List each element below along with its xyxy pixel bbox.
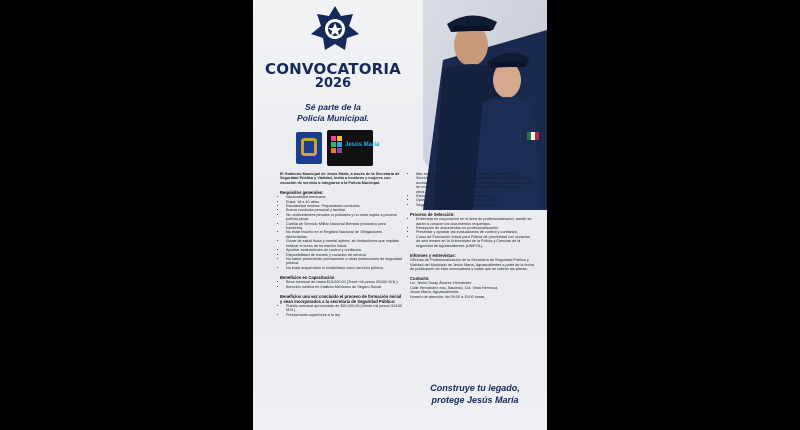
list-item: • Escolaridad mínima: Preparatoria concluida. (286, 204, 403, 208)
proceso-heading: Proceso de Selección: (410, 212, 455, 218)
right-column (410, 172, 535, 299)
concluido-heading: Beneficios una vez concluido el proceso de formación inicial y sean incorporados a la secretaría de Seguridad Pública: (280, 293, 402, 304)
list-item: • Recepción de documentos en profesionalización. (416, 226, 535, 230)
capacitacion-list (280, 280, 403, 289)
list-item: • No estar inscrito en el Registro Nacional de Obligaciones Alimentarias. (286, 230, 403, 239)
concluido-list (280, 304, 403, 317)
list-item: • Disponibilidad de horario y vocación de servicio. (286, 253, 403, 257)
list-item: • Oportunidades de ascenso y desarrollo profesional. (416, 198, 535, 202)
municipal-seal-logo (296, 132, 322, 164)
jesus-maria-logo (327, 130, 380, 166)
list-item: • Buena conducta personal y familiar. (286, 208, 403, 212)
slogan-line2: protege Jesús María (431, 395, 519, 405)
slogan-line1: Construye tu legado, (430, 383, 520, 393)
list-item: • Alta ante Instituto de Seguridad y Servicios Sociales para los Servidores Públicos del Estado de Aguascalientes (ISSSSPEA), con acceso a créditos de corto plazo, medianos y largo para la adquisición de muebles, vehículos, servicios turísticos, médicos, estéticos, entre otros. (416, 172, 535, 194)
requisitos-list (280, 195, 403, 270)
list-item: • Prestaciones superiores a la ley. (286, 313, 403, 317)
list-item: • Sin antecedentes penales ni policiales y no estar sujeto a proceso judicial penal. (286, 213, 403, 222)
list-item: • Edad: 18 a 40 años. (286, 200, 403, 204)
list-item: • No haber pertenecido previamente a otras instituciones de seguridad pública. (286, 257, 403, 266)
list-item: • Gozar de salud física y mental óptima, sin limitaciones que impidan realizar el curso de formación inicial. (286, 239, 403, 248)
poster-subtitle-line1: Sé parte de la (305, 102, 361, 112)
poster-title: CONVOCATORIA (265, 60, 401, 78)
capacitacion-heading: Beneficios en Capacitación (280, 275, 335, 281)
contacto-line: Horario de atención: de 09:00 a 15:00 horas. (410, 294, 486, 299)
list-item: • Aprobar evaluaciones de control y confianza. (286, 248, 403, 252)
list-item: • Curso de Formación Inicial para Policía de proximidad con duración de seis meses en la Universidad de la Policía y Ciencias de la seguridad de Aguascalientes (UNIPOL). (416, 235, 535, 248)
poster-subtitle-line2: Policía Municipal. (296, 113, 370, 123)
informes-text: Oficinas de Profesionalización de la Secretaría de Seguridad Pública y Vialidad del Municipio de Jesús María, Aguascalientes a partir de la fecha de publicación de esta convocatoria y hasta que se cubran las plazas. (410, 258, 534, 271)
convocatoria-poster (253, 0, 547, 430)
list-item: • Entrevista en corporación en el área de profesionalización, donde se darán a conocer los documentos requeridos. (416, 217, 535, 226)
list-item: • Beca mensual de hasta $13,000.00 (Trece mil pesos 00/100 M.N.) (286, 280, 403, 284)
intro-paragraph: El Gobierno Municipal de Jesús María, a través de la Secretaría de Seguridad Pública y Vialidad, invita a hombres y mujeres con vocación de servicio a integrarse a la Policía Municipal. (280, 172, 400, 185)
list-item: • Atención médica en Instituto Mexicano de Seguro Social. (286, 285, 403, 289)
left-column (280, 172, 403, 317)
police-badge-emblem (309, 4, 361, 54)
list-item: • No estar suspendido ni inhabilitado como servidor público. (286, 266, 403, 270)
proceso-list (410, 217, 535, 248)
list-item: • Cartilla de Servicio Militar Nacional liberada (exclusivo para hombres). (286, 222, 403, 231)
contacto-line: Lic. Jéshu Saray Álvarez Hernández (410, 281, 472, 286)
list-item: • Presentar y aprobar las evaluaciones de control y confianza. (416, 230, 535, 234)
poster-year: 2026 (314, 76, 352, 91)
list-item: • Sueldo mensual aproximado de $20,000.00 (Veinte mil pesos 00/100 M.N.) (286, 304, 403, 313)
contacto-line: Calle Hernández esq. Saucedo, Col. Vista Hermosa, (410, 285, 499, 290)
logo-text: Jesús María (345, 142, 380, 148)
contacto-heading: Contacto: (410, 276, 430, 282)
list-item: • Seguro de gastos médicos y seguro de vida. (416, 203, 535, 207)
requisitos-heading: Requisitos generales: (280, 190, 324, 196)
list-item: • Nacionalidad mexicana. (286, 195, 403, 199)
informes-heading: Informes y entrevistas: (410, 253, 456, 259)
beneficios-list (410, 172, 535, 207)
contacto-line: Jesús María, Aguascalientes. (410, 290, 460, 295)
list-item: • Estímulos y reconocimientos por desempeño. (416, 194, 535, 198)
